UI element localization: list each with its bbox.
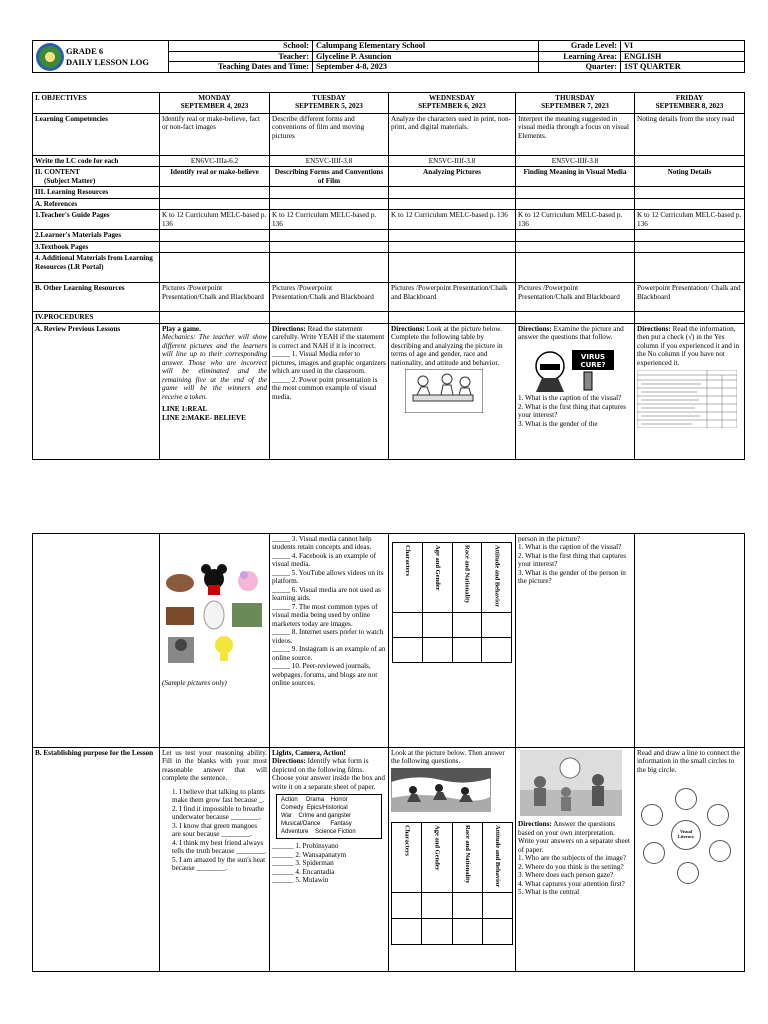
school-logo xyxy=(36,43,64,71)
small-circle-3 xyxy=(709,840,731,862)
teacher-label: Teacher: xyxy=(169,51,313,62)
svg-text:CURE?: CURE? xyxy=(580,360,606,369)
tg-fri: K to 12 Curriculum MELC-based p. 136 xyxy=(635,210,745,230)
concept-map xyxy=(637,782,737,892)
day-header-fri: FRIDAY SEPTEMBER 8, 2023 xyxy=(635,93,745,114)
day-header-tue: TUESDAY SEPTEMBER 5, 2023 xyxy=(270,93,389,114)
establish-label: B. Establishing purpose for the Lesson xyxy=(33,748,160,972)
character-analysis-table: Characters Age and Gender Race and Nationality Attitude and Behavior xyxy=(392,542,512,663)
additional-label: 4. Additional Materials from Learning Resources (LR Portal) xyxy=(33,253,160,283)
review-thu: Directions: Examine the picture and answer the questions that follow. VIRUS CURE? 1. What is the caption of the visual? 2. What is the first thing that captures your interest? 3. What is the gender of the xyxy=(516,323,635,459)
virus-cure-image xyxy=(528,344,618,392)
other-resources-label: B. Other Learning Resources xyxy=(33,283,160,312)
establish-wed: Look at the picture below. Then answer the following questions. Characters Age and Gender Race and Nationality Attitude and Behavior xyxy=(389,748,516,972)
quarter-label: Quarter: xyxy=(539,62,621,73)
small-circle-5 xyxy=(643,842,665,864)
lesson-table-page1 xyxy=(32,92,745,460)
people-gazing-image xyxy=(520,750,622,816)
day-header-wed: WEDNESDAY SEPTEMBER 6, 2023 xyxy=(389,93,516,114)
review-thu-cont: person in the picture? 1. What is the caption of the visual? 2. What is the first thing that captures your interest? 3. What is the gender of the person in the picture? xyxy=(516,534,635,748)
content-wed: Analyzing Pictures xyxy=(389,167,516,187)
content-mon: Identify real or make-believe xyxy=(160,167,270,187)
area-value: ENGLISH xyxy=(621,51,745,62)
competency-mon: Identify real or make-believe, fact or non-fact images xyxy=(160,114,270,156)
people-studying-image xyxy=(405,369,483,413)
competencies-label: Learning Competencies xyxy=(33,114,160,156)
establish-fri: Read and draw a line to connect the information in the small circles to the big circle. Visual Literacy xyxy=(635,748,745,972)
lc-code-mon: EN6VC-IIIa-6.2 xyxy=(160,156,270,167)
big-circle: Visual Literacy xyxy=(671,820,701,850)
lc-code-tue: EN5VC-IIIf-3.8 xyxy=(270,156,389,167)
sample-pictures-caption: (Sample pictures only) xyxy=(162,679,227,688)
genre-box: Action Drama Horror Comedy Epics/Historical War Crime and gangster Musical/Dance Fantasy Adventure Science Fiction xyxy=(276,794,382,839)
other-tue: Pictures /Powerpoint Presentation/Chalk and Blackboard xyxy=(270,283,389,312)
grade-level-value: VI xyxy=(621,41,745,52)
resources-label: III. Learning Resources xyxy=(33,187,160,198)
school-value: Calumpang Elementary School xyxy=(313,41,539,52)
establish-mon: Let us test your reasoning ability. Fill in the blanks with your most reasonable answer that will complete the sentence. 1. I believe that talking to plants make them grow fast because _. 2. I find it impossible to breathe underwater because ________. 3. I know that green mangoes are sour because ________. 4. I think my best friend always tells the truth because ________. 5. I am amazed by the sun's heat because ________. xyxy=(160,748,270,972)
tg-tue: K to 12 Curriculum MELC-based p. 136 xyxy=(270,210,389,230)
quarter-value: 1ST QUARTER xyxy=(621,62,745,73)
rice-field-image xyxy=(391,768,491,812)
tg-wed: K to 12 Curriculum MELC-based p. 136 xyxy=(389,210,516,230)
procedures-label: IV.PROCEDURES xyxy=(33,312,160,323)
grade-label: GRADE 6 xyxy=(66,46,104,57)
picture-analysis-table: Characters Age and Gender Race and Nationality Attitude and Behavior xyxy=(391,822,513,945)
other-mon: Pictures /Powerpoint Presentation/Chalk and Blackboard xyxy=(160,283,270,312)
review-wed: Directions: Look at the picture below. Complete the following table by describing and analyzing the picture in terms of age and gender, race and nationality, and attitude and behavior. xyxy=(389,323,516,459)
tg-label: 1.Teacher's Guide Pages xyxy=(33,210,160,230)
lc-code-thu: EN5VC-IIIf-3.8 xyxy=(516,156,635,167)
establish-thu: Directions: Answer the questions based on your own interpretation. Write your answers on a separate sheet of paper. 1. Who are the subjects of the image? 2. Where do you think is the setting? 3. Where does each person gaze? 4. What captures your attention first? 5. What is the central xyxy=(516,748,635,972)
review-mon: Play a game. Mechanics: The teacher will show different pictures and the learners will line up to their corresponding answer. Those who are incorrect will be eliminated and the remaining five at the end of the game will be the winners and receive a token. LINE 1:REAL LINE 2:MAKE- BELIEVE xyxy=(160,323,270,459)
lc-code-label: Write the LC code for each xyxy=(33,156,160,167)
review-tue-cont: _____ 3. Visual media cannot help students retain concepts and ideas. _____ 4. Facebook is an example of visual media. _____ 5. YouTube allows videos on its platform. _____ 6. Visual media are not used as learning aids. _____ 7. The most common types of visual media being used by online marketers today are images. _____ 8. Internet users prefer to watch videos. _____ 9. Instagram is an example of an online source. _____ 10. Peer-reviewed journals, webpages, forums, and blogs are not online sources. xyxy=(270,534,389,748)
objectives-heading: I. OBJECTIVES xyxy=(33,93,160,114)
tg-mon: K to 12 Curriculum MELC-based p. 136 xyxy=(160,210,270,230)
other-wed: Pictures /Powerpoint Presentation/Chalk and Blackboard xyxy=(389,283,516,312)
grade-level-label: Grade Level: xyxy=(539,41,621,52)
competency-tue: Describe different forms and conventions of film and moving pictures xyxy=(270,114,389,156)
competency-thu: Interpret the meaning suggested in visual media through a focus on visual Elements. xyxy=(516,114,635,156)
small-circle-6 xyxy=(641,804,663,826)
lc-code-fri xyxy=(635,156,745,167)
day-header-thu: THURSDAY SEPTEMBER 7, 2023 xyxy=(516,93,635,114)
review-fri: Directions: Read the information, then put a check (√) in the Yes column if you experienced it and in the No column if you have not experienced it. xyxy=(635,323,745,459)
header-title-cell xyxy=(33,41,169,73)
checklist-image xyxy=(637,370,737,428)
review-tue: Directions: Read the statement carefully. Write YEAH if the statement is correct and NAH if it is incorrect. _____ 1. Visual Media refer to pictures, images and graphic organizers which are used in the classroom. _____ 2. Power point presentation is the most common example of visual media. xyxy=(270,323,389,459)
references-label: A. References xyxy=(33,198,160,209)
content-tue: Describing Forms and Conventions of Film xyxy=(270,167,389,187)
review-mon-cont xyxy=(160,534,270,748)
area-label: Learning Area: xyxy=(539,51,621,62)
dates-label: Teaching Dates and Time: xyxy=(169,62,313,73)
small-circle-1 xyxy=(675,788,697,810)
day-header-mon: MONDAY SEPTEMBER 4, 2023 xyxy=(160,93,270,114)
log-label: DAILY LESSON LOG xyxy=(66,56,150,67)
lesson-table-page2 xyxy=(32,533,745,972)
establish-tue: Lights, Camera, Action! Directions: Identify what form is depicted on the following films. Choose your answer inside the box and write it on a separate sheet of paper. Action Drama Horror Comedy Epics/Historical War Crime and gangster Musical/Dance Fantasy Adventure Science Fiction ______ 1. Probinsyano ______ 2. Wansapanatym ______ 3. Spiderman ______ 4. Encantadia ______ 5. Mulawin xyxy=(270,748,389,972)
lc-code-wed: EN5VC-IIIf-3.8 xyxy=(389,156,516,167)
other-fri: Powerpoint Presentation/ Chalk and Blackboard xyxy=(635,283,745,312)
school-label: School: xyxy=(169,41,313,52)
competency-fri: Noting details from the story read xyxy=(635,114,745,156)
small-circle-4 xyxy=(677,862,699,884)
review-label: A. Review Previous Lessons xyxy=(33,323,160,459)
lm-label: 2.Learner's Materials Pages xyxy=(33,230,160,241)
tb-label: 3.Textbook Pages xyxy=(33,241,160,252)
content-fri: Noting Details xyxy=(635,167,745,187)
other-thu: Pictures /Powerpoint Presentation/Chalk and Blackboard xyxy=(516,283,635,312)
content-thu: Finding Meaning in Visual Media xyxy=(516,167,635,187)
header-table xyxy=(32,40,745,73)
sample-pictures xyxy=(162,553,266,677)
small-circle-2 xyxy=(707,804,729,826)
review-wed-cont xyxy=(389,534,516,748)
tg-thu: K to 12 Curriculum MELC-based p. 136 xyxy=(516,210,635,230)
dates-value: September 4-8, 2023 xyxy=(313,62,539,73)
content-label: II. CONTENT (Subject Matter) xyxy=(33,167,160,187)
teacher-value: Glyceline P. Asuncion xyxy=(313,51,539,62)
svg-text:VIRUS: VIRUS xyxy=(580,352,606,361)
competency-wed: Analyze the characters used in print, non-print, and digital materials. xyxy=(389,114,516,156)
